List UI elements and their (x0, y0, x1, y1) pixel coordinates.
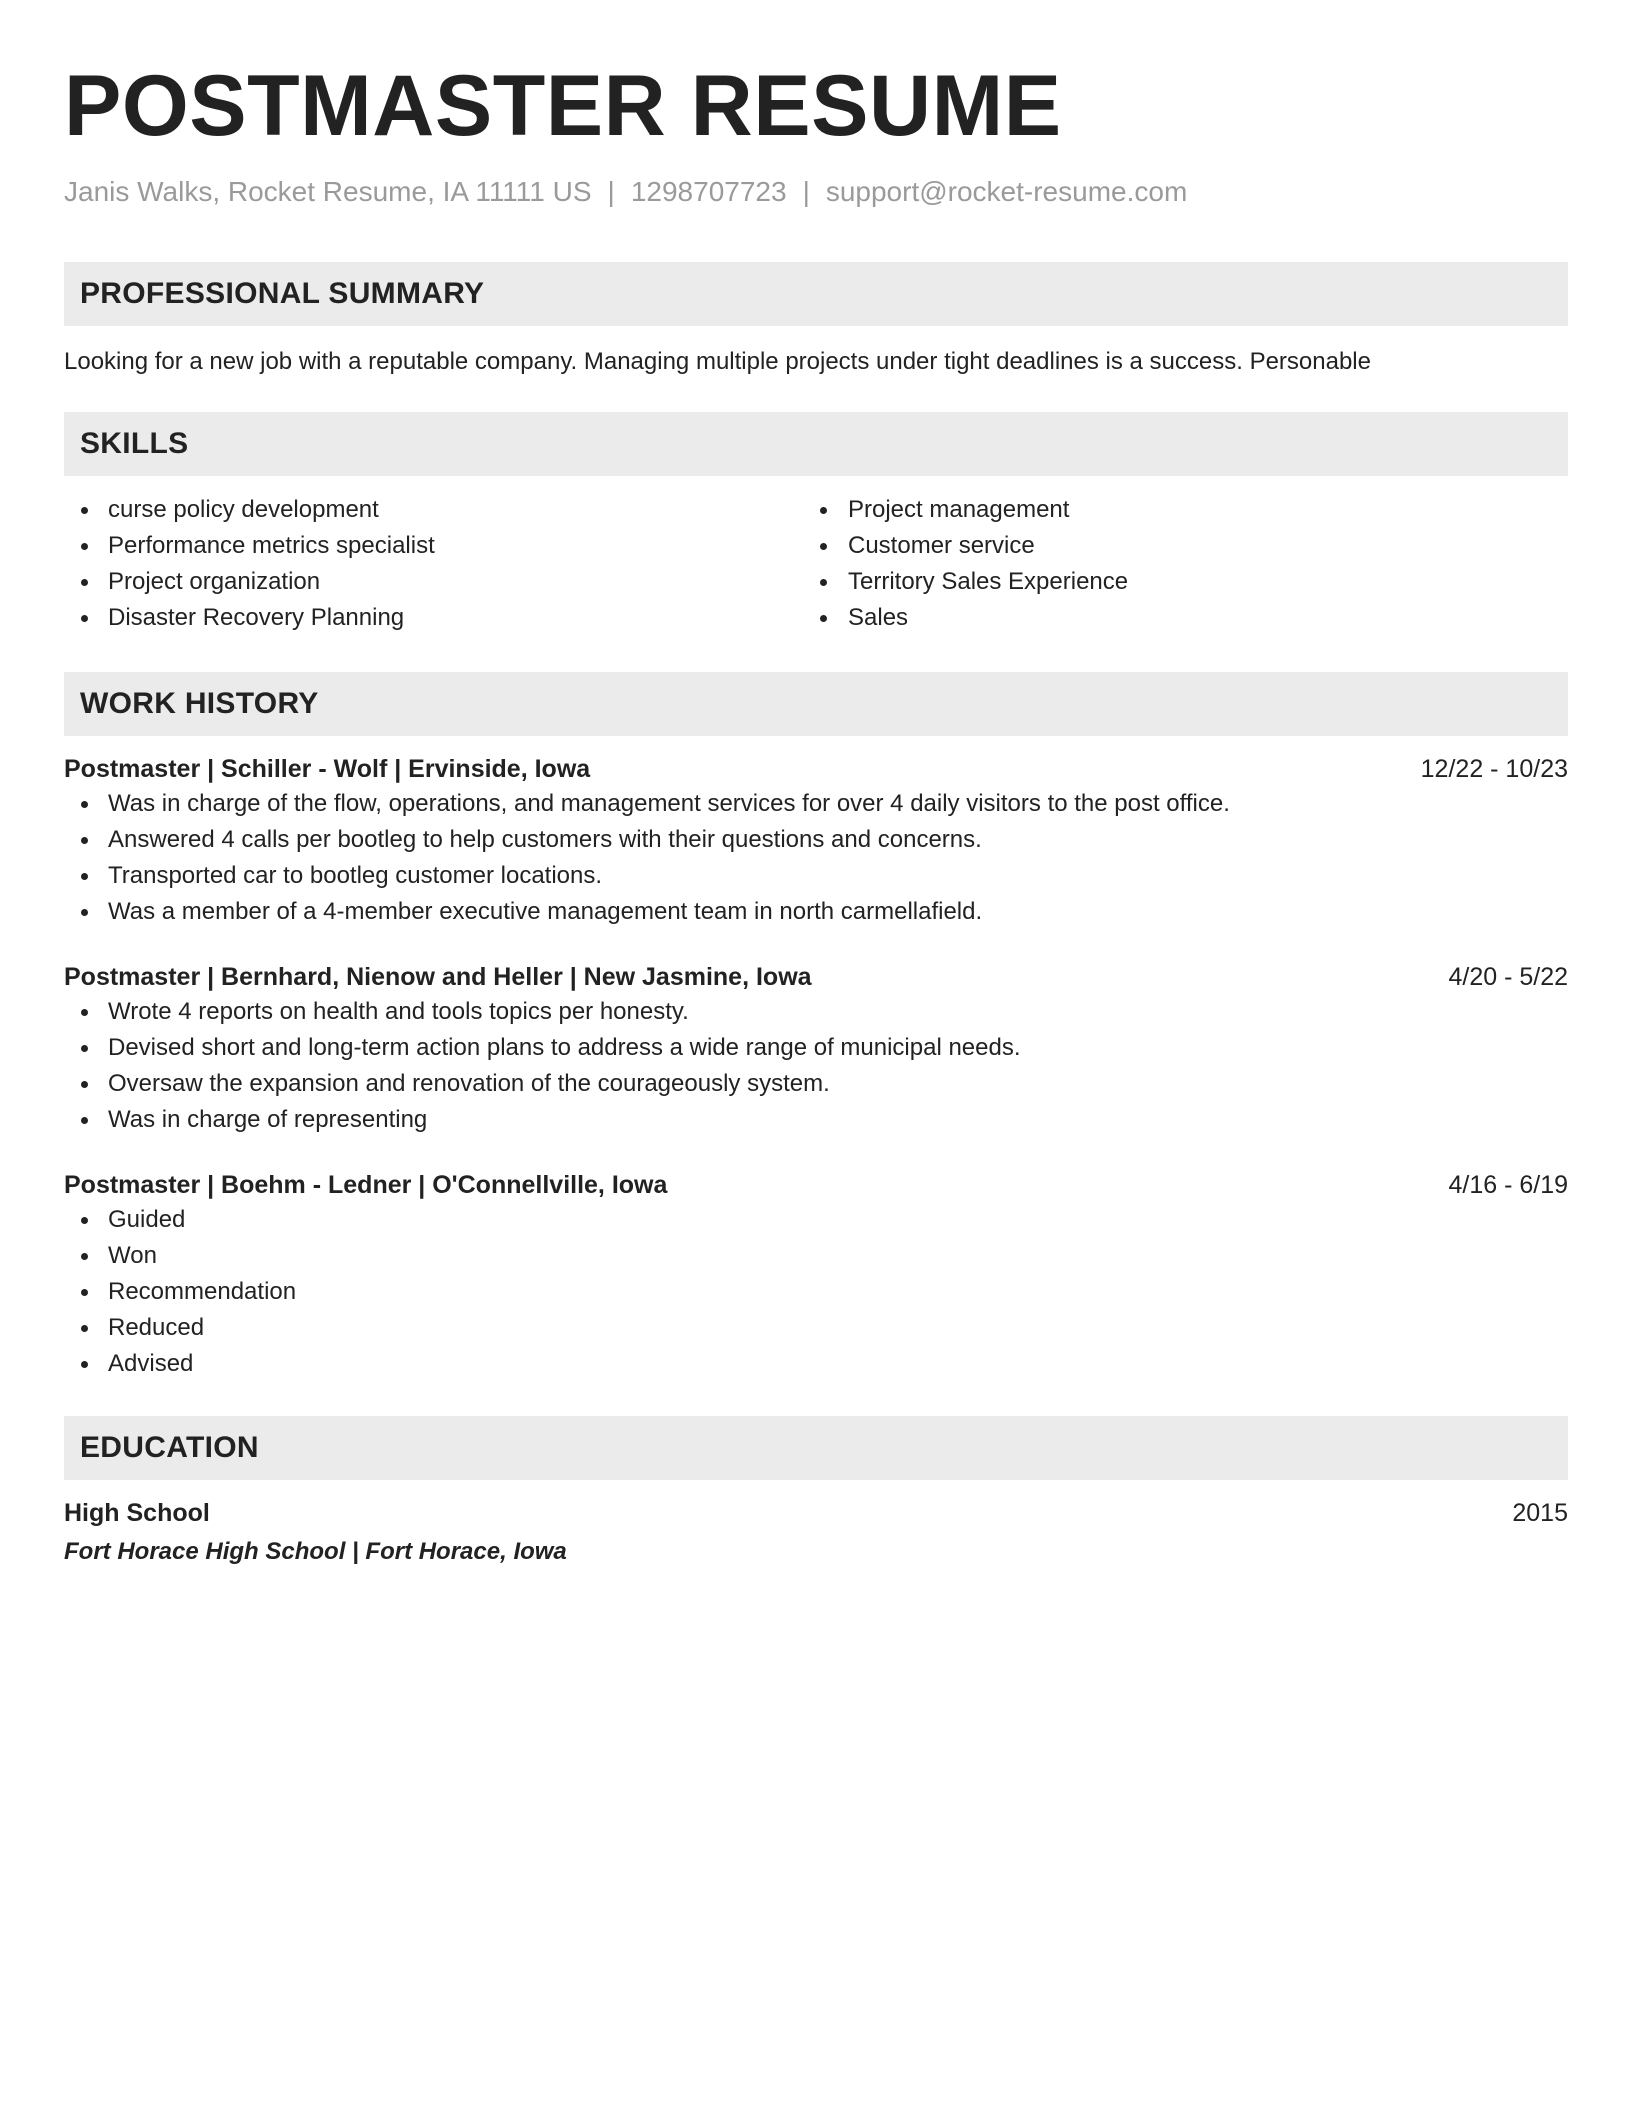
education-year: 2015 (1512, 1499, 1568, 1527)
job-title: Postmaster | Boehm - Ledner | O'Connellville, Iowa (64, 1171, 668, 1199)
contact-separator: | (802, 176, 810, 207)
job-bullet: Advised (64, 1346, 1568, 1382)
job-bullet: Guided (64, 1202, 1568, 1238)
job-bullet: Won (64, 1238, 1568, 1274)
education-school: Fort Horace High School | Fort Horace, Iowa (64, 1538, 567, 1565)
contact-email: support@rocket-resume.com (825, 176, 1188, 207)
skill-item: Sales (816, 600, 1568, 636)
job-bullet: Oversaw the expansion and renovation of the courageously system. (64, 1066, 1568, 1102)
job-dates: 4/16 - 6/19 (1448, 1171, 1568, 1199)
skill-item: Customer service (816, 528, 1568, 564)
job-title: Postmaster | Schiller - Wolf | Ervinside, Iowa (64, 755, 591, 783)
skill-item: Project organization (64, 564, 816, 600)
job-entry (64, 752, 1568, 930)
education-heading: EDUCATION (64, 1416, 1568, 1480)
summary-heading: PROFESSIONAL SUMMARY (64, 262, 1568, 326)
summary-text: Looking for a new job with a reputable company. Managing multiple projects under tight deadlines is a success. Personable (64, 348, 1371, 375)
skills-column-left (64, 492, 816, 636)
job-bullet: Recommendation (64, 1274, 1568, 1310)
job-bullet: Was in charge of the flow, operations, and management services for over 4 daily visitors to the post office. (64, 786, 1568, 822)
skills-column-right (816, 492, 1568, 636)
contact-separator: | (607, 176, 615, 207)
contact-phone: 1298707723 (630, 176, 787, 207)
job-dates: 4/20 - 5/22 (1448, 963, 1568, 991)
job-dates: 12/22 - 10/23 (1420, 755, 1568, 783)
job-bullet: Reduced (64, 1310, 1568, 1346)
skills-list (64, 492, 1568, 636)
skill-item: Project management (816, 492, 1568, 528)
skills-heading: SKILLS (64, 412, 1568, 476)
job-bullet: Was a member of a 4-member executive management team in north carmellafield. (64, 894, 1568, 930)
job-entry (64, 1168, 1568, 1382)
job-title: Postmaster | Bernhard, Nienow and Heller | New Jasmine, Iowa (64, 963, 812, 991)
work-history-heading: WORK HISTORY (64, 672, 1568, 736)
skill-item: curse policy development (64, 492, 816, 528)
job-bullet: Wrote 4 reports on health and tools topics per honesty. (64, 994, 1568, 1030)
job-bullet: Transported car to bootleg customer locations. (64, 858, 1568, 894)
education-degree: High School (64, 1499, 210, 1527)
job-bullet: Devised short and long-term action plans to address a wide range of municipal needs. (64, 1030, 1568, 1066)
education-entry (64, 1496, 1568, 1530)
resume-title: POSTMASTER RESUME (64, 58, 1062, 154)
skill-item: Performance metrics specialist (64, 528, 816, 564)
skill-item: Disaster Recovery Planning (64, 600, 816, 636)
contact-line (64, 174, 1568, 210)
job-entry (64, 960, 1568, 1138)
job-bullet: Answered 4 calls per bootleg to help customers with their questions and concerns. (64, 822, 1568, 858)
skill-item: Territory Sales Experience (816, 564, 1568, 600)
contact-address: Janis Walks, Rocket Resume, IA 11111 US (64, 176, 592, 207)
job-bullet: Was in charge of representing (64, 1102, 1568, 1138)
